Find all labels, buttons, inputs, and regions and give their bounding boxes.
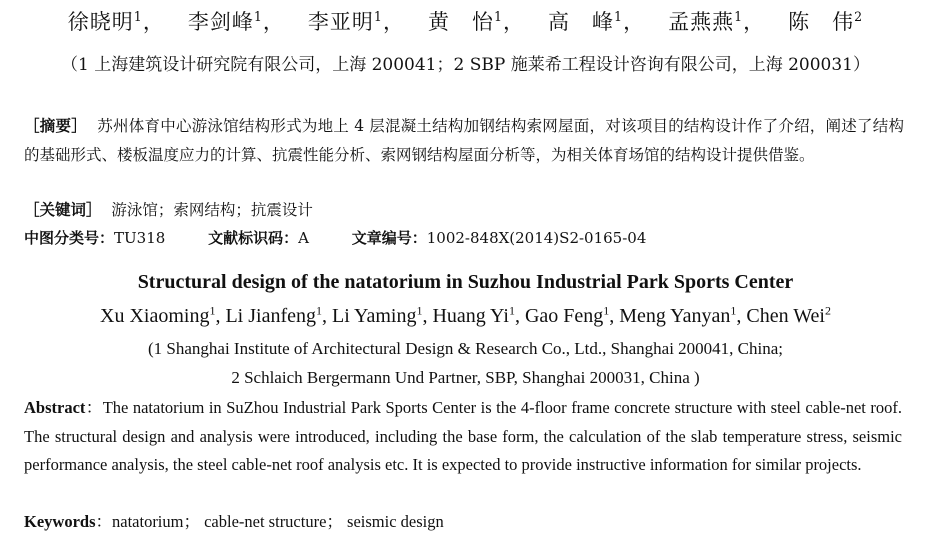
author-en: Li Yaming$^1$, [331,303,428,327]
author-en: Gao Feng$^1$, [524,303,615,327]
author-en: Chen Wei$^2$ [746,303,831,327]
keywords-en-text: natatorium； cable-net structure； seismic design [112,512,444,531]
author-en: Meng Yanyan$^1$, [619,303,742,327]
author-en: Xu Xiaoming$^1$, [100,303,221,327]
abstract-cn-label: ［摘要］ [24,117,87,135]
keywords-cn-text: 游泳馆；索网结构；抗震设计 [111,201,313,219]
abstract-cn [24,112,904,170]
author-cn: 高 峰$^1$， [548,9,661,34]
authors-en [0,305,931,328]
keywords-en-label: Keywords [24,512,96,531]
keywords-en: Keywords：natatorium； cable-net structure； seismic design [24,512,444,531]
clc-number: 中图分类号：TU318 [24,229,166,247]
authors-cn [0,6,931,36]
affiliation-cn: （1 上海建筑设计研究院有限公司，上海 200041；2 SBP 施莱希工程设计咨询有限公司，上海 200031） [60,55,871,75]
affiliation-en-line-2: 2 Schlaich Bergermann Und Partner, SBP, Shanghai 200031, China ) [231,368,700,387]
author-cn: 黄 怡$^1$， [427,9,541,34]
keywords-cn-label: ［关键词］ [24,201,102,219]
affiliation-en-line-1: (1 Shanghai Institute of Architectural Design & Research Co., Ltd., Shanghai 200041, China; [147,339,784,358]
abstract-en-text: The natatorium in SuZhou Industrial Park Sports Center is the 4-floor frame concrete structure with steel cable-net roof. The structural design and analysis were introduced, including the base form, the calculation of the slab temperature stress, seismic performance analysis, the steel cable-net roof analysis etc. It is expected to provide instructive information for similar projects. [24,398,902,474]
author-cn: 李亚明$^1$， [307,9,421,34]
title-en: Structural design of the natatorium in Suzhou Industrial Park Sports Center [137,271,794,293]
classification-row [24,227,684,248]
author-cn: 徐晓明$^1$， [67,9,181,34]
author-cn: 孟燕燕$^1$， [668,9,781,34]
abstract-en-label: Abstract [24,398,86,417]
author-cn: 陈 伟$^2$ [788,9,864,34]
keywords-cn [24,198,313,220]
document-code: 文献标识码：A [208,229,309,247]
author-en: Li Jianfeng$^1$, [225,303,327,327]
abstract-en: Abstract：The natatorium in SuZhou Industrial Park Sports Center is the 4-floor frame concrete structure with steel cable-net roof. The structural design and analysis were introduced, including the base form, the calculation of the slab temperature stress, seismic performance analysis, the steel cable-net roof analysis etc. It is expected to provide instructive information for similar projects. [24,398,902,474]
abstract-cn-text: 苏州体育中心游泳馆结构形式为地上 4 层混凝土结构加钢结构索网屋面，对该项目的结构设计作了介绍，阐述了结构的基础形式、楼板温度应力的计算、抗震性能分析、索网钢结构屋面分析等，为相关体育场馆的结构设计提供借鉴。 [24,117,904,164]
author-en: Huang Yi$^1$, [432,303,520,327]
author-cn: 李剑峰$^1$， [187,9,301,34]
article-number: 文章编号：1002-848X(2014)S2-0165-04 [351,229,647,247]
